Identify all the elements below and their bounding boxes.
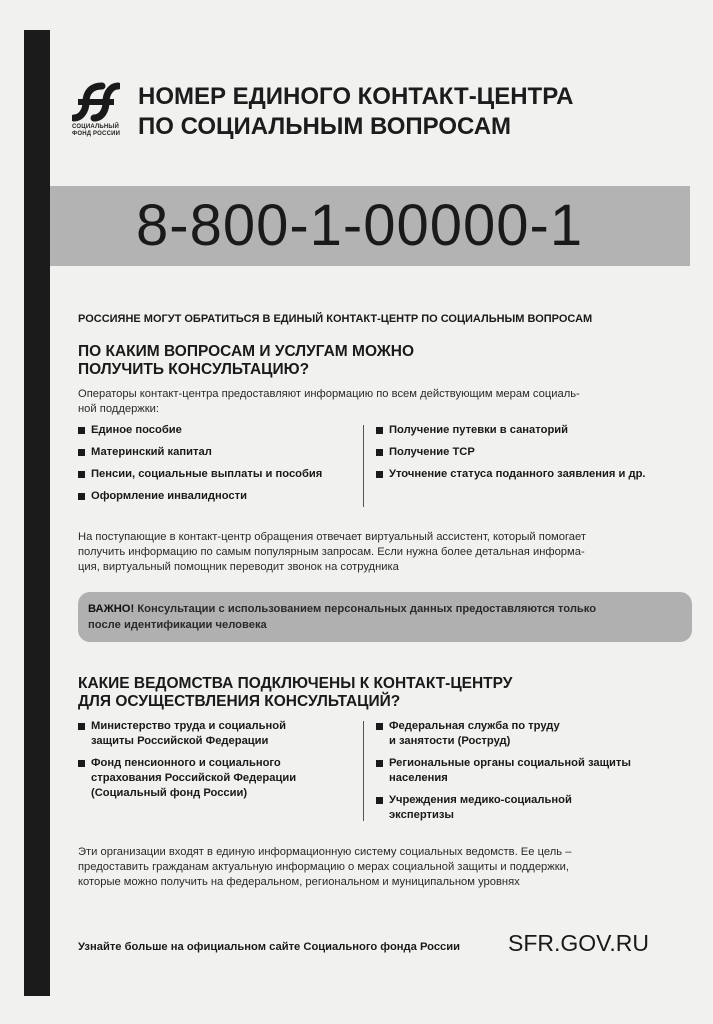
- note-label: ВАЖНО!: [88, 603, 135, 615]
- section1-title: [78, 343, 578, 379]
- important-note: [78, 592, 692, 642]
- sfr-logo: [72, 82, 126, 138]
- system-line2: предоставить гражданам актуальную информацию о мерах социальной защиты и поддержки,: [78, 861, 570, 873]
- agency-line: Фонд пенсионного и социального: [91, 757, 281, 769]
- list-item: [376, 793, 676, 823]
- note-line1: Консультации с использованием персональных данных предоставляются только: [134, 603, 597, 615]
- list-item: [376, 719, 676, 749]
- services-left-list: [78, 423, 358, 504]
- list-item: Оформление инвалидности: [78, 489, 358, 504]
- agency-line: Учреждения медико-социальной: [389, 794, 572, 806]
- column-divider: [363, 721, 364, 821]
- sfr-logo-icon: [72, 82, 120, 122]
- agency-line: защиты Российской Федерации: [91, 735, 269, 747]
- list-item: Пенсии, социальные выплаты и пособия: [78, 467, 358, 482]
- intro-line1: Операторы контакт-центра предоставляют информацию по всем действующим мерам социаль-: [78, 388, 580, 400]
- section2-title-line2: ДЛЯ ОСУЩЕСТВЛЕНИЯ КОНСУЛЬТАЦИЙ?: [78, 693, 401, 710]
- section2-title: [78, 675, 618, 711]
- system-paragraph: [78, 845, 678, 890]
- phone-number: 8-800-1-00000-1: [136, 193, 584, 258]
- agency-line: Министерство труда и социальной: [91, 720, 286, 732]
- system-line1: Эти организации входят в единую информационную систему социальных ведомств. Ее цель –: [78, 846, 572, 858]
- agencies-left-list: [78, 719, 358, 801]
- page-title: [138, 82, 698, 142]
- services-right-list: [376, 423, 676, 482]
- system-line3: которые можно получить на федеральном, региональном и муниципальном уровнях: [78, 876, 520, 888]
- list-item: [78, 756, 358, 801]
- assistant-paragraph: [78, 530, 670, 575]
- website-link[interactable]: SFR.GOV.RU: [508, 930, 650, 956]
- agency-line: экспертизы: [389, 809, 454, 821]
- assistant-line3: ция, виртуальный помощник переводит звонок на сотрудника: [78, 561, 399, 573]
- agencies-right-list: [376, 719, 676, 823]
- assistant-line2: получить информацию по самым популярным запросам. Если нужна более детальная информа-: [78, 546, 585, 558]
- intro-line2: ной поддержки:: [78, 403, 160, 415]
- assistant-line1: На поступающие в контакт-центр обращения отвечает виртуальный ассистент, который помогает: [78, 531, 587, 543]
- section1-title-line1: ПО КАКИМ ВОПРОСАМ И УСЛУГАМ МОЖНО: [78, 343, 415, 360]
- agency-line: (Социальный фонд России): [91, 787, 248, 799]
- agency-line: страхования Российской Федерации: [91, 772, 297, 784]
- agency-line: населения: [389, 772, 448, 784]
- list-item: [376, 756, 676, 786]
- note-text: [88, 601, 680, 633]
- list-item: Получение ТСР: [376, 445, 676, 460]
- section1-intro: [78, 387, 670, 417]
- column-divider: [363, 425, 364, 507]
- section2-title-line1: КАКИЕ ВЕДОМСТВА ПОДКЛЮЧЕНЫ К КОНТАКТ-ЦЕНТРУ: [78, 675, 513, 692]
- title-line1: НОМЕР ЕДИНОГО КОНТАКТ-ЦЕНТРА: [138, 83, 574, 110]
- list-item: Единое пособие: [78, 423, 358, 438]
- logo-text: [72, 124, 126, 138]
- list-item: Получение путевки в санаторий: [376, 423, 676, 438]
- footer-text: Узнайте больше на официальном сайте Социального фонда России: [78, 941, 461, 953]
- agency-line: Региональные органы социальной защиты: [389, 757, 631, 769]
- agency-line: Федеральная служба по труду: [389, 720, 560, 732]
- lead-text: РОССИЯНЕ МОГУТ ОБРАТИТЬСЯ В ЕДИНЫЙ КОНТАКТ-ЦЕНТР ПО СОЦИАЛЬНЫМ ВОПРОСАМ: [78, 313, 593, 325]
- agency-line: и занятости (Роструд): [389, 735, 511, 747]
- logo-line1: СОЦИАЛЬНЫЙ: [72, 124, 119, 130]
- list-item: Уточнение статуса поданного заявления и др.: [376, 467, 674, 482]
- left-decorative-bar: [24, 30, 50, 996]
- title-line2: ПО СОЦИАЛЬНЫМ ВОПРОСАМ: [138, 113, 512, 140]
- note-line2: после идентификации человека: [88, 619, 267, 631]
- logo-line2: ФОНД РОССИИ: [72, 131, 121, 137]
- list-item: Материнский капитал: [78, 445, 358, 460]
- section1-title-line2: ПОЛУЧИТЬ КОНСУЛЬТАЦИЮ?: [78, 361, 310, 378]
- list-item: [78, 719, 358, 749]
